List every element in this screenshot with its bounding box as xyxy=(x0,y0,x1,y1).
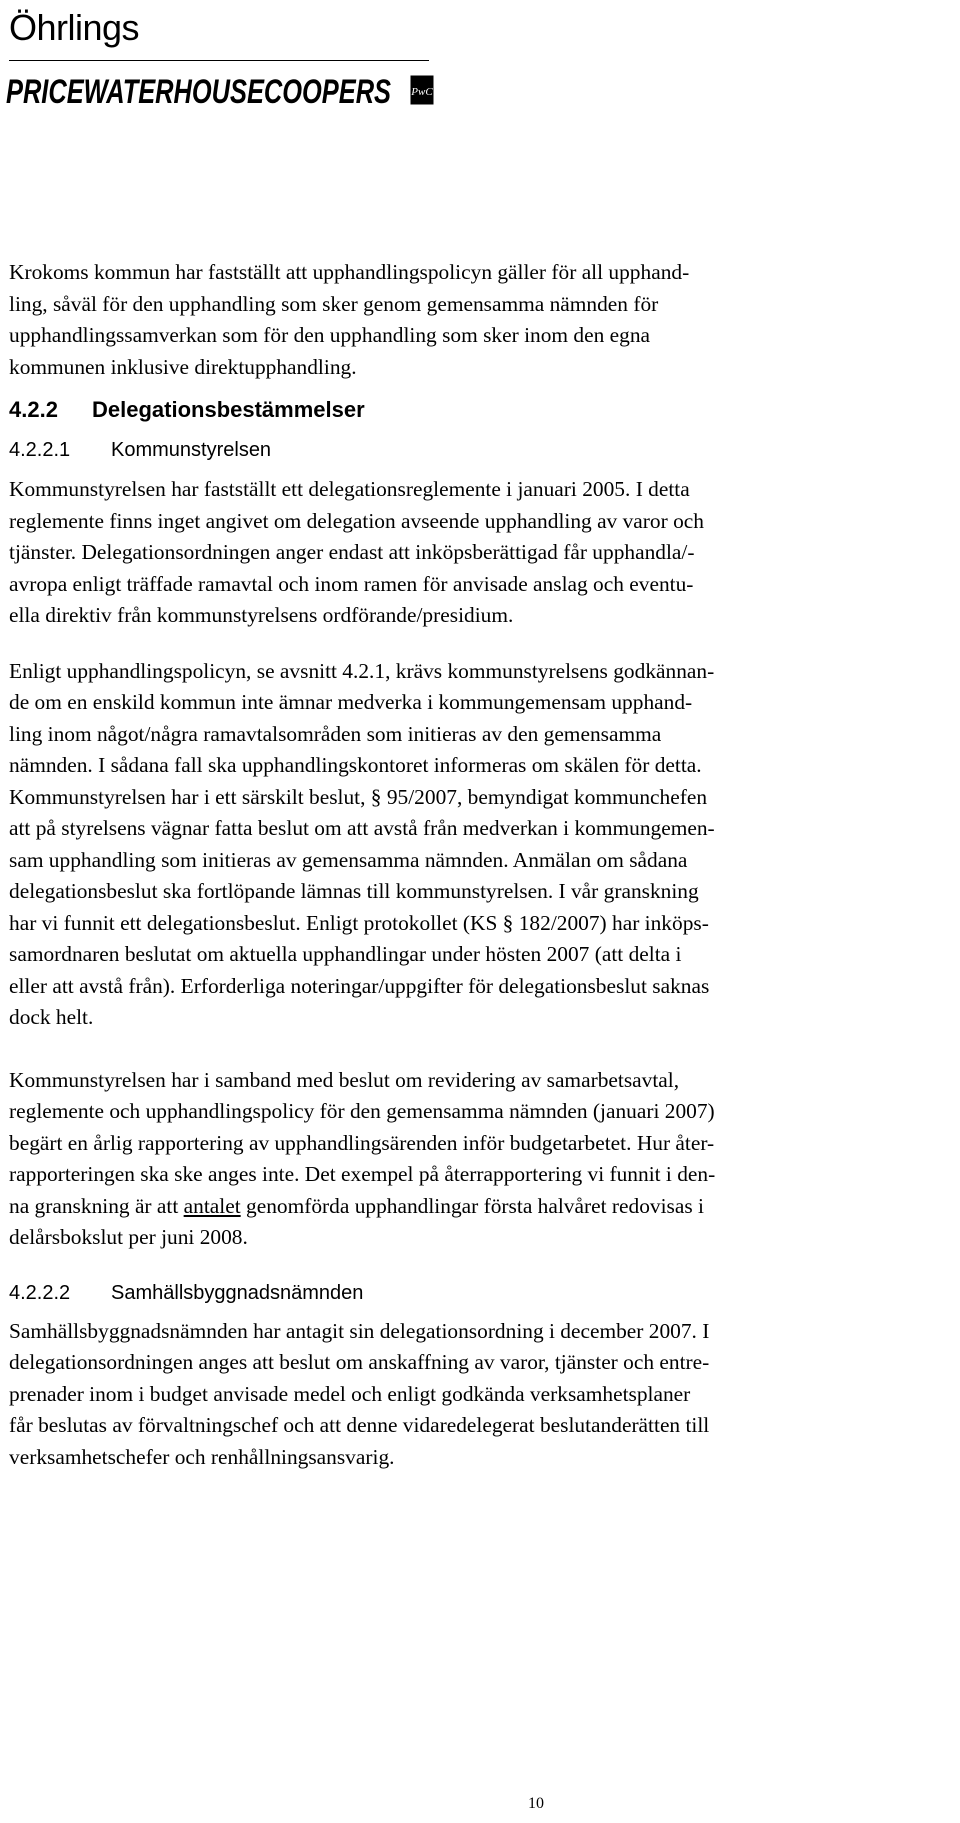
page-number: 10 xyxy=(528,1795,544,1812)
ohrlings-wordmark: Öhrlings xyxy=(9,7,140,48)
section-number: 4.2.2 xyxy=(9,397,58,422)
document-body xyxy=(9,257,947,1473)
section-number: 4.2.2.2 xyxy=(9,1281,71,1304)
underlined-word: antalet xyxy=(183,1193,241,1218)
section-heading-4-2-2-2 xyxy=(9,1278,947,1308)
paragraph-samhallsbyggnad: Samhällsbyggnadsnämnden har antagit sin delegationsordning i december 2007. I delegationsordningen anges att beslut om anskaffning av varor, tjänster och entre- prenader inom i budget anvisade medel och enligt godkända verksamhetsplaner får beslutas av förvaltningschef och att denne vidaredelegerat beslutanderätten till verksamhetschefer och renhållningsansvarig. xyxy=(9,1318,710,1469)
pwc-logo-text xyxy=(6,70,398,110)
pwc-seal-icon xyxy=(410,75,434,105)
pwc-logo-wordmark: PRICEWATERHOUSECOOPERS xyxy=(6,73,392,110)
section-title: Delegationsbestämmelser xyxy=(92,397,365,422)
text-run: Kommunstyrelsen har i samband med beslut om revidering av samarbetsavtal, reglemente och upphandlingspolicy för den gemensamma nämnden (januari 2007) begärt en årlig rapportering av upphandlingsärenden inför budgetarbetet. Hur åter- rapporteringen ska ske anges inte. Det exempel på återrapportering vi funnit i den- na granskning är att xyxy=(9,1067,716,1218)
text-run: genomförda upphandlingar första halvåret redovisas i delårsbokslut per juni 2008. xyxy=(9,1193,704,1249)
section-title: Kommunstyrelsen xyxy=(111,439,272,461)
paragraph-rapportering xyxy=(9,1065,947,1254)
paragraph-godkannande: Enligt upphandlingspolicyn, se avsnitt 4.2.1, krävs kommunstyrelsens godkännan- de om en enskild kommun inte ämnar medverka i kommungemensam upphand- ling inom något/några ramavtalsområden som initieras av den gemensamma nämnden. I sådana fall ska upphandlingskontoret informeras om skälen för detta. Kommunstyrelsen har i ett särskilt beslut, § 95/2007, bemyndigat kommunchefen att på styrelsens vägnar fatta beslut om att avstå från medverkan i kommungemen- sam upphandling som initieras av gemensamma nämnden. Anmälan om sådana delegationsbeslut ska fortlöpande lämnas till kommunstyrelsen. I vår granskning har vi funnit ett delegationsbeslut. Enligt protokollet (KS § 182/2007) har inköps- samordnaren beslutat om aktuella upphandlingar under hösten 2007 (att delta i eller att avstå från). Erforderliga noteringar/uppgifter för delegationsbeslut saknas dock helt. xyxy=(9,658,715,1029)
section-number: 4.2.2.1 xyxy=(9,439,71,461)
paragraph-delegationsreglemente: Kommunstyrelsen har fastställt ett delegationsreglemente i januari 2005. I detta reglemente finns inget angivet om delegation avseende upphandling av varor och tjänster. Delegationsordningen anger endast att inköpsberättigad får upphandla/- avropa enligt träffade ramavtal och inom ramen för anvisade anslag och eventu- ella direktiv från kommunstyrelsens ordförande/presidium. xyxy=(9,477,704,627)
section-heading-4-2-2-1 xyxy=(9,435,947,465)
pwc-logo xyxy=(6,70,434,110)
header-divider xyxy=(9,60,429,61)
section-heading-4-2-2 xyxy=(9,394,947,426)
paragraph-upphandlingspolicy: Krokoms kommun har fastställt att upphandlingspolicyn gäller för all upphand- ling, såväl för den upphandling som sker genom gemensamma nämnden för upphandlingssamverkan som för den upphandling som sker inom den egna kommunen inklusive direktupphandling. xyxy=(9,260,690,379)
pwc-seal-letters: PwC xyxy=(411,86,433,98)
section-title: Samhällsbyggnadsnämnden xyxy=(111,1281,364,1304)
